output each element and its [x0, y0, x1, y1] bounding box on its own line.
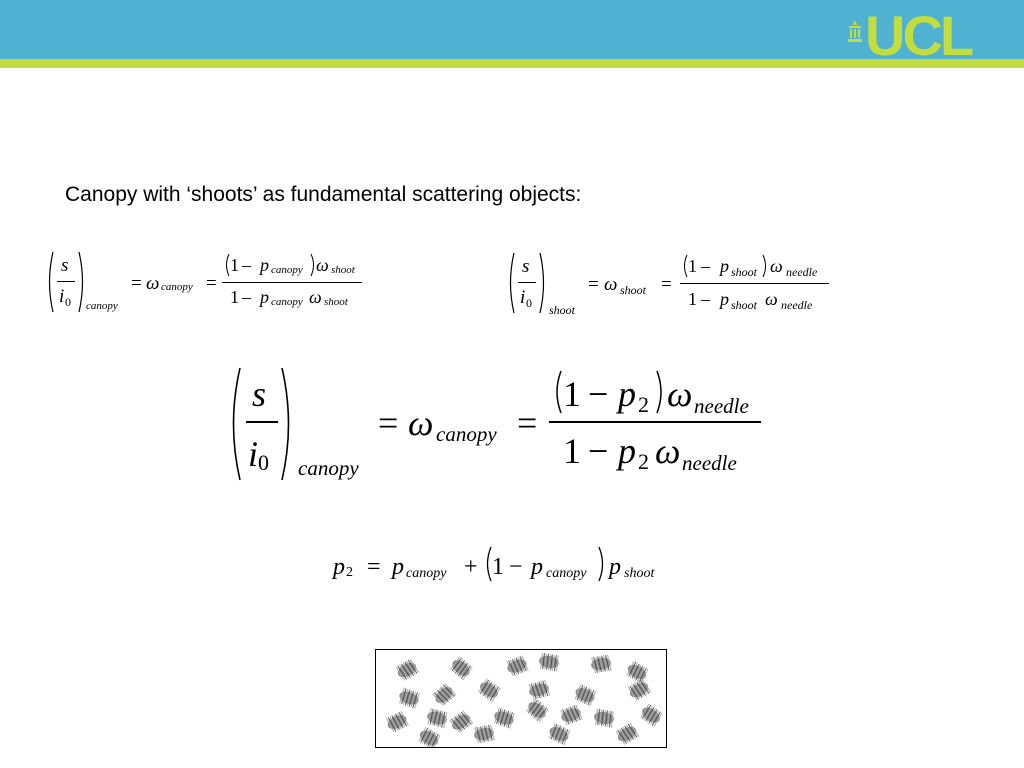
ucl-logo	[843, 4, 995, 67]
shoot-icon	[623, 675, 656, 705]
eq2-left-paren	[506, 252, 516, 314]
shoot-icon	[501, 652, 532, 680]
shoot-icon	[534, 650, 563, 674]
eq3-num-open-paren	[552, 370, 562, 414]
eq3-left-paren	[226, 367, 242, 481]
eq1-lhs-num: s	[61, 255, 69, 276]
shoot-icon	[393, 684, 424, 712]
eq1-lhs-den-sub: 0	[65, 295, 71, 309]
eq1-lhs-den: i	[59, 286, 65, 307]
eq3-num-close-paren	[656, 370, 666, 414]
shoot-icon	[589, 706, 618, 730]
shoot-icon	[586, 652, 615, 676]
eq1-omega: ω	[146, 273, 160, 294]
shoot-icon	[635, 699, 667, 730]
shoot-icon	[445, 652, 478, 684]
eq4-close-paren	[598, 546, 606, 582]
eq2-right-paren	[538, 252, 548, 314]
eq1-left-paren	[45, 251, 55, 313]
shoot-icon	[473, 674, 506, 705]
logo-text: UCL	[865, 4, 972, 67]
eq2-num-close-paren	[762, 254, 768, 278]
eq1-lhs-subscript: canopy	[86, 300, 118, 312]
eq4-open-paren	[484, 546, 492, 582]
portico-icon	[847, 20, 863, 42]
shoot-icon	[469, 722, 498, 746]
intro-text: Canopy with ‘shoots’ as fundamental scattering objects:	[65, 183, 582, 206]
shoot-icon	[381, 707, 413, 736]
eq3-right-paren	[280, 367, 296, 481]
shoot-icon	[521, 694, 554, 726]
shoot-icon	[391, 655, 424, 685]
canopy-shoots-figure	[375, 649, 667, 748]
